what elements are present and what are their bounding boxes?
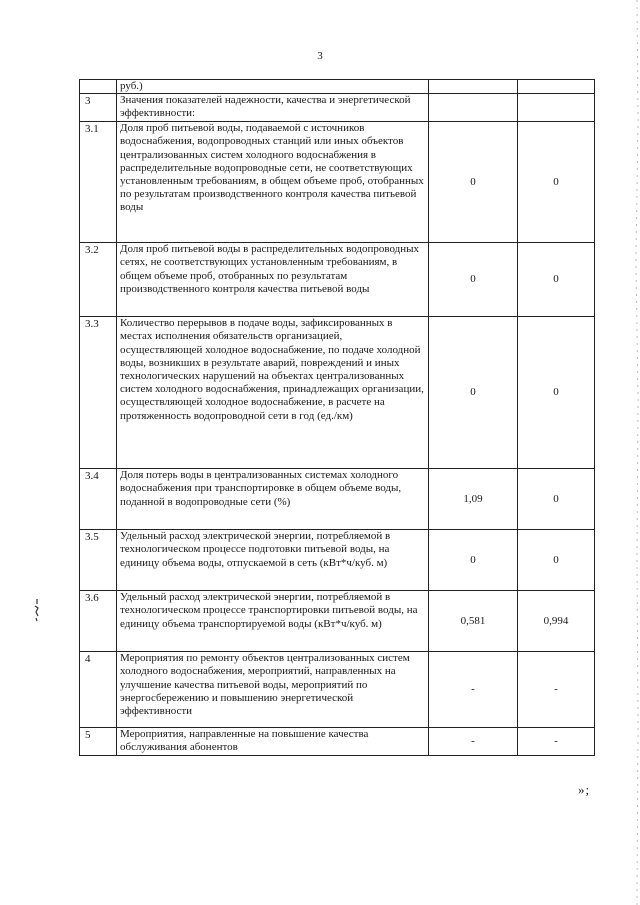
row-value-1: 0,581 bbox=[429, 591, 518, 652]
row-value-1: 1,09 bbox=[429, 469, 518, 530]
row-value-1: 0 bbox=[429, 243, 518, 317]
row-description: Количество перерывов в подаче воды, зафиксированных в местах исполнения обязательств организацией, осуществляющей холодное водоснабжение, по подаче холодной воды, возникших в результате аварий, повреждений и иных технологических нарушений на объектах централизованных систем холодного водоснабжения, принадлежащих организации, осуществляющей холодное водоснабжение, в расчете на протяженность водопроводной сети в год (ед./км) bbox=[117, 317, 429, 469]
row-value-1: - bbox=[429, 728, 518, 756]
row-description: Доля проб питьевой воды, подаваемой с источников водоснабжения, водопроводных станций или иных объектов централизованных систем холодного водоснабжения в распределительные водопроводные сети, не соответствующих установленным требованиям, в общем объеме проб, отобранных по результатам производственного контроля качества питьевой воды bbox=[117, 122, 429, 243]
row-number: 3.1 bbox=[80, 122, 117, 243]
row-value-2: 0 bbox=[518, 122, 595, 243]
table-row bbox=[80, 469, 595, 530]
row-value-1: 0 bbox=[429, 530, 518, 591]
row-value-1: - bbox=[429, 652, 518, 728]
scan-edge-noise bbox=[632, 0, 640, 905]
row-value-1 bbox=[429, 80, 518, 94]
row-value-1: 0 bbox=[429, 317, 518, 469]
row-number: 3 bbox=[80, 94, 117, 122]
row-value-2: 0 bbox=[518, 530, 595, 591]
row-number: 3.2 bbox=[80, 243, 117, 317]
row-number: 3.3 bbox=[80, 317, 117, 469]
row-description: Мероприятия, направленные на повышение качества обслуживания абонентов bbox=[117, 728, 429, 756]
table-row bbox=[80, 728, 595, 756]
table-row bbox=[80, 80, 595, 94]
row-value-2 bbox=[518, 80, 595, 94]
row-value-2: 0 bbox=[518, 243, 595, 317]
row-value-1 bbox=[429, 94, 518, 122]
row-value-2: 0 bbox=[518, 317, 595, 469]
table-row bbox=[80, 652, 595, 728]
row-value-1: 0 bbox=[429, 122, 518, 243]
indicators-table-body bbox=[80, 80, 595, 756]
row-description: руб.) bbox=[117, 80, 429, 94]
row-number: 4 bbox=[80, 652, 117, 728]
row-number: 5 bbox=[80, 728, 117, 756]
row-description: Доля проб питьевой воды в распределительных водопроводных сетях, не соответствующих установленным требованиям, в общем объеме проб, отобранных по результатам производственного контроля качества питьевой воды bbox=[117, 243, 429, 317]
closing-quote-mark: »; bbox=[578, 782, 591, 797]
row-value-2 bbox=[518, 94, 595, 122]
table-row bbox=[80, 243, 595, 317]
row-description: Мероприятия по ремонту объектов централизованных систем холодного водоснабжения, мероприятий, направленных на улучшение качества питьевой воды, мероприятий по энергосбережению и повышению энергетической эффективности bbox=[117, 652, 429, 728]
row-description: Удельный расход электрической энергии, потребляемой в технологическом процессе подготовки питьевой воды, на единицу объема воды, отпускаемой в сеть (кВт*ч/куб. м) bbox=[117, 530, 429, 591]
margin-handwritten-mark bbox=[33, 598, 41, 622]
row-number: 3.4 bbox=[80, 469, 117, 530]
row-value-2: 0,994 bbox=[518, 591, 595, 652]
row-description: Значения показателей надежности, качества и энергетической эффективности: bbox=[117, 94, 429, 122]
row-value-2: - bbox=[518, 652, 595, 728]
row-number: 3.5 bbox=[80, 530, 117, 591]
row-description: Удельный расход электрической энергии, потребляемой в технологическом процессе транспортировки питьевой воды, на единицу объема транспортируемой воды (кВт*ч/куб. м) bbox=[117, 591, 429, 652]
row-value-2: 0 bbox=[518, 469, 595, 530]
page-number: 3 bbox=[317, 50, 323, 62]
table-row bbox=[80, 94, 595, 122]
table-row bbox=[80, 122, 595, 243]
row-number bbox=[80, 80, 117, 94]
table-row bbox=[80, 530, 595, 591]
row-description: Доля потерь воды в централизованных системах холодного водоснабжения при транспортировке в общем объеме воды, поданной в водопроводные сети (%) bbox=[117, 469, 429, 530]
row-value-2: - bbox=[518, 728, 595, 756]
indicators-table bbox=[79, 79, 595, 756]
table-row bbox=[80, 317, 595, 469]
table-row bbox=[80, 591, 595, 652]
row-number: 3.6 bbox=[80, 591, 117, 652]
